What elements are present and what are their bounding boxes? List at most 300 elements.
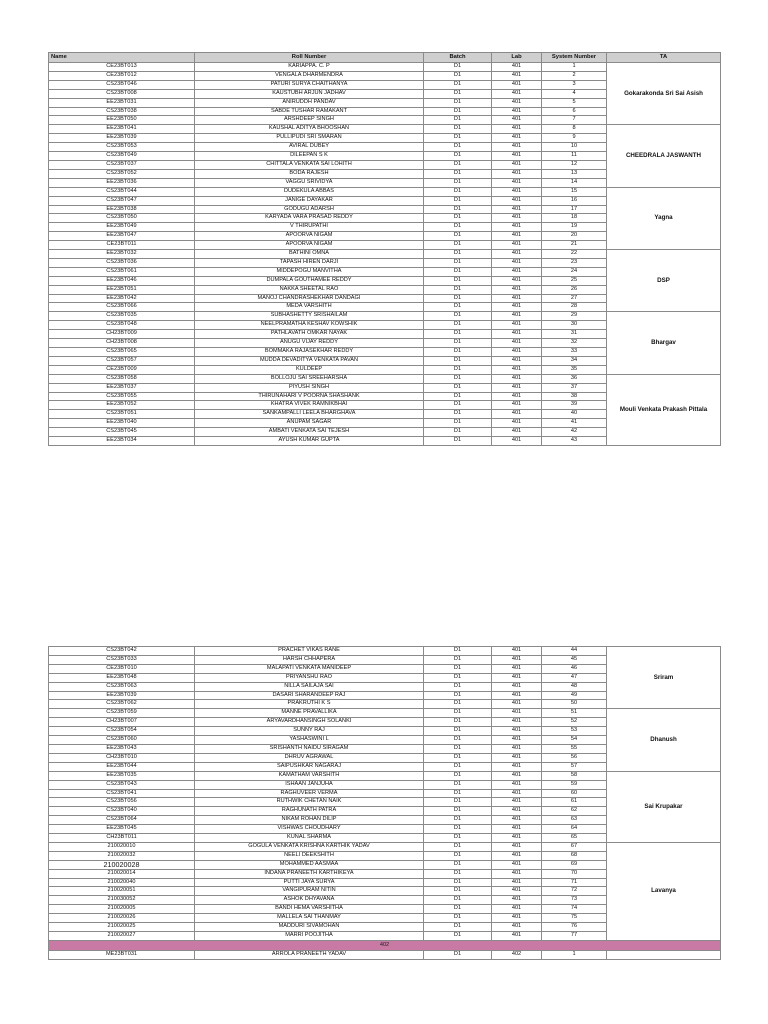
system-number-cell: 42 <box>542 428 607 437</box>
batch-cell: D1 <box>424 807 492 816</box>
lab-cell: 401 <box>492 276 542 285</box>
batch-cell: D1 <box>424 303 492 312</box>
lab-cell: 401 <box>492 116 542 125</box>
roll-number-cell: MANNE PRAVALLIKA <box>195 709 424 718</box>
name-cell: ME23BT031 <box>49 950 195 959</box>
name-cell: CE23BT013 <box>49 63 195 72</box>
batch-cell: D1 <box>424 655 492 664</box>
batch-cell: D1 <box>424 250 492 259</box>
roll-number-cell: NILLA SAILAJA SAI <box>195 682 424 691</box>
ta-name-cell: Mouli Venkata Prakash Pittala <box>607 374 721 445</box>
system-number-cell: 69 <box>542 860 607 869</box>
header-row <box>49 53 721 63</box>
lab-cell: 401 <box>492 673 542 682</box>
batch-cell: D1 <box>424 950 492 959</box>
system-number-cell: 47 <box>542 673 607 682</box>
lab-401-table-part-2 <box>48 646 721 960</box>
name-cell: EE23BT041 <box>49 125 195 134</box>
batch-cell: D1 <box>424 798 492 807</box>
system-number-cell: 72 <box>542 887 607 896</box>
lab-cell: 401 <box>492 727 542 736</box>
system-number-cell: 49 <box>542 691 607 700</box>
system-number-cell: 10 <box>542 143 607 152</box>
lab-section-divider <box>49 940 721 950</box>
system-number-cell: 25 <box>542 276 607 285</box>
name-cell: 210020026 <box>49 914 195 923</box>
batch-cell: D1 <box>424 905 492 914</box>
lab-section-label: 402 <box>49 940 721 950</box>
roll-number-cell: KULDEEP <box>195 365 424 374</box>
lab-cell: 401 <box>492 762 542 771</box>
table-row <box>49 771 721 780</box>
batch-cell: D1 <box>424 258 492 267</box>
lab-cell: 401 <box>492 437 542 446</box>
name-cell: 210020027 <box>49 932 195 941</box>
roll-number-cell: NIKAM ROHAN DILIP <box>195 816 424 825</box>
roll-number-cell: NAKKA SHEETAL RAO <box>195 285 424 294</box>
system-number-cell: 9 <box>542 134 607 143</box>
lab-cell: 401 <box>492 428 542 437</box>
header-system-number: System Number <box>542 53 607 63</box>
batch-cell: D1 <box>424 771 492 780</box>
batch-cell: D1 <box>424 223 492 232</box>
lab-cell: 401 <box>492 365 542 374</box>
name-cell: EE23BT043 <box>49 744 195 753</box>
roll-number-cell: YASHASWINI L <box>195 736 424 745</box>
name-cell: CS23BT050 <box>49 214 195 223</box>
roll-number-cell: BATHINI OMNA <box>195 250 424 259</box>
roll-number-cell: JANIGE DAYAKAR <box>195 196 424 205</box>
batch-cell: D1 <box>424 932 492 941</box>
roll-number-cell: PRIYANSHU RAO <box>195 673 424 682</box>
name-cell: CE23BT009 <box>49 365 195 374</box>
batch-cell: D1 <box>424 428 492 437</box>
name-cell: CH23BT010 <box>49 753 195 762</box>
roll-number-cell: ANIRUDDH PANDAV <box>195 98 424 107</box>
name-cell: 210020040 <box>49 878 195 887</box>
lab-cell: 401 <box>492 816 542 825</box>
roll-number-cell: KARIAPPA. C. P <box>195 63 424 72</box>
batch-cell: D1 <box>424 896 492 905</box>
system-number-cell: 32 <box>542 339 607 348</box>
batch-cell: D1 <box>424 267 492 276</box>
batch-cell: D1 <box>424 700 492 709</box>
system-number-cell: 70 <box>542 869 607 878</box>
lab-cell: 401 <box>492 241 542 250</box>
system-number-cell: 16 <box>542 196 607 205</box>
system-number-cell: 55 <box>542 744 607 753</box>
system-number-cell: 40 <box>542 410 607 419</box>
system-number-cell: 65 <box>542 834 607 843</box>
system-number-cell: 7 <box>542 116 607 125</box>
lab-cell: 401 <box>492 71 542 80</box>
roll-number-cell: DUMPALA GOUTHAMEE REDDY <box>195 276 424 285</box>
name-cell: CS23BT066 <box>49 303 195 312</box>
system-number-cell: 58 <box>542 771 607 780</box>
batch-cell: D1 <box>424 205 492 214</box>
name-cell: CH23BT007 <box>49 718 195 727</box>
lab-cell: 401 <box>492 125 542 134</box>
system-number-cell: 1 <box>542 950 607 959</box>
name-cell: CS23BT062 <box>49 700 195 709</box>
lab-cell: 402 <box>492 950 542 959</box>
lab-cell: 401 <box>492 851 542 860</box>
name-cell: CS23BT043 <box>49 780 195 789</box>
roll-number-cell: MIDDEPOGU MANVITHA <box>195 267 424 276</box>
lab-cell: 401 <box>492 143 542 152</box>
system-number-cell: 54 <box>542 736 607 745</box>
batch-cell: D1 <box>424 160 492 169</box>
system-number-cell: 3 <box>542 80 607 89</box>
lab-cell: 401 <box>492 825 542 834</box>
name-cell: CS23BT057 <box>49 356 195 365</box>
system-number-cell: 21 <box>542 241 607 250</box>
name-cell: 210030052 <box>49 896 195 905</box>
ta-name-cell <box>607 950 721 959</box>
roll-number-cell: DILEEPAN S K <box>195 152 424 161</box>
system-number-cell: 44 <box>542 647 607 656</box>
batch-cell: D1 <box>424 718 492 727</box>
name-cell: CS23BT041 <box>49 789 195 798</box>
roll-number-cell: BODA RAJESH <box>195 169 424 178</box>
roll-number-cell: RAGHUVEER VERMA <box>195 789 424 798</box>
lab-cell: 401 <box>492 780 542 789</box>
system-number-cell: 20 <box>542 232 607 241</box>
batch-cell: D1 <box>424 762 492 771</box>
header-ta: TA <box>607 53 721 63</box>
roll-number-cell: VANGIPURAM NITIN <box>195 887 424 896</box>
header-name: Name <box>49 53 195 63</box>
system-number-cell: 6 <box>542 107 607 116</box>
system-number-cell: 45 <box>542 655 607 664</box>
system-number-cell: 61 <box>542 798 607 807</box>
table-row <box>49 312 721 321</box>
system-number-cell: 63 <box>542 816 607 825</box>
lab-cell: 401 <box>492 887 542 896</box>
batch-cell: D1 <box>424 647 492 656</box>
system-number-cell: 2 <box>542 71 607 80</box>
lab-cell: 401 <box>492 834 542 843</box>
name-cell: EE23BT047 <box>49 232 195 241</box>
lab-cell: 401 <box>492 187 542 196</box>
lab-cell: 401 <box>492 647 542 656</box>
lab-cell: 401 <box>492 905 542 914</box>
batch-cell: D1 <box>424 330 492 339</box>
name-cell: CS23BT048 <box>49 321 195 330</box>
batch-cell: D1 <box>424 356 492 365</box>
system-number-cell: 28 <box>542 303 607 312</box>
lab-cell: 401 <box>492 107 542 116</box>
roll-number-cell: ARROLA PRANEETH YADAV <box>195 950 424 959</box>
roll-number-cell: VAGGU SRIVIDYA <box>195 178 424 187</box>
system-number-cell: 41 <box>542 419 607 428</box>
system-number-cell: 76 <box>542 923 607 932</box>
system-number-cell: 77 <box>542 932 607 941</box>
batch-cell: D1 <box>424 365 492 374</box>
lab-cell: 401 <box>492 896 542 905</box>
name-cell: CS23BT056 <box>49 798 195 807</box>
batch-cell: D1 <box>424 241 492 250</box>
table-row <box>49 950 721 959</box>
system-number-cell: 57 <box>542 762 607 771</box>
system-number-cell: 62 <box>542 807 607 816</box>
lab-cell: 401 <box>492 98 542 107</box>
batch-cell: D1 <box>424 869 492 878</box>
batch-cell: D1 <box>424 789 492 798</box>
roll-number-cell: MANOJ CHANDRASHEKHAR DANDAGI <box>195 294 424 303</box>
batch-cell: D1 <box>424 437 492 446</box>
name-cell: 210020028 <box>49 860 195 869</box>
roll-number-cell: PRAKRUTHI K S <box>195 700 424 709</box>
batch-cell: D1 <box>424 682 492 691</box>
roll-number-cell: ANUPAM SAGAR <box>195 419 424 428</box>
lab-cell: 401 <box>492 664 542 673</box>
roll-number-cell: THIRUNAHARI V POORNA SHASHANK <box>195 392 424 401</box>
batch-cell: D1 <box>424 143 492 152</box>
lab-cell: 401 <box>492 798 542 807</box>
name-cell: CS23BT049 <box>49 152 195 161</box>
roll-number-cell: SRISHANTH NAIDU SIRAGAM <box>195 744 424 753</box>
lab-cell: 401 <box>492 258 542 267</box>
roll-number-cell: DHRUV AGRAWAL <box>195 753 424 762</box>
system-number-cell: 27 <box>542 294 607 303</box>
system-number-cell: 67 <box>542 842 607 851</box>
batch-cell: D1 <box>424 276 492 285</box>
batch-cell: D1 <box>424 178 492 187</box>
ta-name-cell: Sai Krupakar <box>607 771 721 842</box>
name-cell: CS23BT065 <box>49 348 195 357</box>
name-cell: CS23BT052 <box>49 169 195 178</box>
roll-number-cell: SUNNY RAJ <box>195 727 424 736</box>
roll-number-cell: RUTHWIK CHETAN NAIK <box>195 798 424 807</box>
lab-cell: 401 <box>492 134 542 143</box>
system-number-cell: 36 <box>542 374 607 383</box>
name-cell: EE23BT049 <box>49 223 195 232</box>
name-cell: EE23BT039 <box>49 691 195 700</box>
batch-cell: D1 <box>424 842 492 851</box>
header-lab: Lab <box>492 53 542 63</box>
batch-cell: D1 <box>424 80 492 89</box>
system-number-cell: 4 <box>542 89 607 98</box>
roll-number-cell: SANKAMPALLI LEELA BHARGHAVA <box>195 410 424 419</box>
batch-cell: D1 <box>424 312 492 321</box>
lab-cell: 401 <box>492 860 542 869</box>
batch-cell: D1 <box>424 860 492 869</box>
name-cell: CS23BT061 <box>49 267 195 276</box>
roll-number-cell: APOORVA NIGAM <box>195 232 424 241</box>
roll-number-cell: APOORVA NIGAM <box>195 241 424 250</box>
lab-cell: 401 <box>492 401 542 410</box>
system-number-cell: 60 <box>542 789 607 798</box>
lab-cell: 401 <box>492 223 542 232</box>
name-cell: EE23BT035 <box>49 771 195 780</box>
system-number-cell: 74 <box>542 905 607 914</box>
table-row <box>49 63 721 72</box>
lab-cell: 401 <box>492 419 542 428</box>
lab-cell: 401 <box>492 178 542 187</box>
roll-number-cell: ARYAVARDHANSINGH SOLANKI <box>195 718 424 727</box>
roll-number-cell: DASARI SHARANDEEP RAJ <box>195 691 424 700</box>
lab-cell: 401 <box>492 294 542 303</box>
ta-name-cell: Dhanush <box>607 709 721 771</box>
lab-cell: 401 <box>492 196 542 205</box>
lab-cell: 401 <box>492 753 542 762</box>
batch-cell: D1 <box>424 887 492 896</box>
ta-name-cell: Yagna <box>607 187 721 249</box>
batch-cell: D1 <box>424 816 492 825</box>
batch-cell: D1 <box>424 98 492 107</box>
batch-cell: D1 <box>424 825 492 834</box>
name-cell: CH23BT008 <box>49 339 195 348</box>
name-cell: EE23BT045 <box>49 825 195 834</box>
name-cell: EE23BT048 <box>49 673 195 682</box>
lab-cell: 401 <box>492 285 542 294</box>
system-number-cell: 13 <box>542 169 607 178</box>
batch-cell: D1 <box>424 878 492 887</box>
name-cell: EE23BT052 <box>49 401 195 410</box>
roll-number-cell: SAIPUSHKAR NAGARAJ <box>195 762 424 771</box>
name-cell: CH23BT011 <box>49 834 195 843</box>
system-number-cell: 52 <box>542 718 607 727</box>
name-cell: CS23BT058 <box>49 374 195 383</box>
lab-cell: 401 <box>492 89 542 98</box>
roll-number-cell: KAMATHAM VARSHITH <box>195 771 424 780</box>
roll-number-cell: SABDE TUSHAR RAMAKANT <box>195 107 424 116</box>
batch-cell: D1 <box>424 285 492 294</box>
name-cell: EE23BT032 <box>49 250 195 259</box>
roll-number-cell: VISHWAS CHOUDHARY <box>195 825 424 834</box>
ta-name-cell: Lavanya <box>607 842 721 940</box>
roll-number-cell: RAGHUNATH PATRA <box>195 807 424 816</box>
roll-number-cell: ISHAAN JANJUHA <box>195 780 424 789</box>
name-cell: 210020014 <box>49 869 195 878</box>
name-cell: CE23BT011 <box>49 241 195 250</box>
lab-cell: 401 <box>492 63 542 72</box>
lab-cell: 401 <box>492 878 542 887</box>
lab-cell: 401 <box>492 932 542 941</box>
batch-cell: D1 <box>424 134 492 143</box>
roll-number-cell: ASHOK DHYAVANA <box>195 896 424 905</box>
table-row <box>49 187 721 196</box>
roll-number-cell: KAUSTUBH ARJUN JADHAV <box>195 89 424 98</box>
ta-name-cell: CHEEDRALA JASWANTH <box>607 125 721 187</box>
roll-number-cell: BOLLOJU SAI SREEHARSHA <box>195 374 424 383</box>
system-number-cell: 53 <box>542 727 607 736</box>
name-cell: CS23BT042 <box>49 647 195 656</box>
lab-cell: 401 <box>492 682 542 691</box>
lab-cell: 401 <box>492 744 542 753</box>
lab-cell: 401 <box>492 232 542 241</box>
batch-cell: D1 <box>424 339 492 348</box>
batch-cell: D1 <box>424 691 492 700</box>
roll-number-cell: ARSHDEEP SINGH <box>195 116 424 125</box>
ta-name-cell: Bhargav <box>607 312 721 374</box>
batch-cell: D1 <box>424 736 492 745</box>
system-number-cell: 38 <box>542 392 607 401</box>
system-number-cell: 12 <box>542 160 607 169</box>
lab-cell: 401 <box>492 789 542 798</box>
lab-cell: 401 <box>492 709 542 718</box>
batch-cell: D1 <box>424 834 492 843</box>
name-cell: CS23BT064 <box>49 816 195 825</box>
lab-cell: 401 <box>492 330 542 339</box>
lab-cell: 401 <box>492 303 542 312</box>
name-cell: CS23BT040 <box>49 807 195 816</box>
lab-cell: 401 <box>492 914 542 923</box>
system-number-cell: 24 <box>542 267 607 276</box>
name-cell: 210020025 <box>49 923 195 932</box>
system-number-cell: 14 <box>542 178 607 187</box>
lab-cell: 401 <box>492 691 542 700</box>
system-number-cell: 17 <box>542 205 607 214</box>
lab-cell: 401 <box>492 410 542 419</box>
roll-number-cell: PIYUSH SINGH <box>195 383 424 392</box>
name-cell: CE23BT012 <box>49 71 195 80</box>
lab-cell: 401 <box>492 160 542 169</box>
system-number-cell: 64 <box>542 825 607 834</box>
lab-cell: 401 <box>492 250 542 259</box>
batch-cell: D1 <box>424 63 492 72</box>
roll-number-cell: KARYADA VARA PRASAD REDDY <box>195 214 424 223</box>
name-cell: EE23BT042 <box>49 294 195 303</box>
roll-number-cell: CHITTALA VENKATA SAI LOHITH <box>195 160 424 169</box>
system-number-cell: 73 <box>542 896 607 905</box>
lab-cell: 401 <box>492 383 542 392</box>
name-cell: 210020051 <box>49 887 195 896</box>
lab-cell: 401 <box>492 348 542 357</box>
table-row <box>49 125 721 134</box>
name-cell: CS23BT008 <box>49 89 195 98</box>
roll-number-cell: GODUGU ADARSH <box>195 205 424 214</box>
name-cell: CS23BT038 <box>49 107 195 116</box>
system-number-cell: 50 <box>542 700 607 709</box>
roll-number-cell: HARSH CHHAPERA <box>195 655 424 664</box>
system-number-cell: 33 <box>542 348 607 357</box>
system-number-cell: 22 <box>542 250 607 259</box>
roll-number-cell: MUDDA DEVADITYA VENKATA PAVAN <box>195 356 424 365</box>
batch-cell: D1 <box>424 419 492 428</box>
header-roll-number: Roll Number <box>195 53 424 63</box>
lab-cell: 401 <box>492 339 542 348</box>
name-cell: CH23BT009 <box>49 330 195 339</box>
lab-cell: 401 <box>492 771 542 780</box>
name-cell: EE23BT036 <box>49 178 195 187</box>
roll-number-cell: KAUSHAL ADITYA BHOOSHAN <box>195 125 424 134</box>
system-number-cell: 34 <box>542 356 607 365</box>
ta-name-cell: DSP <box>607 250 721 312</box>
system-number-cell: 18 <box>542 214 607 223</box>
roll-number-cell: BANDI HEMA VARSHITHA <box>195 905 424 914</box>
ta-name-cell: Gokarakonda Sri Sai Asish <box>607 63 721 125</box>
name-cell: EE23BT040 <box>49 419 195 428</box>
lab-cell: 401 <box>492 807 542 816</box>
name-cell: EE23BT038 <box>49 205 195 214</box>
lab-cell: 401 <box>492 80 542 89</box>
batch-cell: D1 <box>424 152 492 161</box>
name-cell: CS23BT053 <box>49 143 195 152</box>
roll-number-cell: MALLELA SAI THANMAY <box>195 914 424 923</box>
lab-cell: 401 <box>492 718 542 727</box>
name-cell: EE23BT037 <box>49 383 195 392</box>
batch-cell: D1 <box>424 187 492 196</box>
batch-cell: D1 <box>424 392 492 401</box>
system-number-cell: 19 <box>542 223 607 232</box>
batch-cell: D1 <box>424 125 492 134</box>
roll-number-cell: INDANA PRANEETH KARTHIKEYA <box>195 869 424 878</box>
table-row <box>49 709 721 718</box>
roll-number-cell: MARRI POOJITHA <box>195 932 424 941</box>
system-number-cell: 56 <box>542 753 607 762</box>
